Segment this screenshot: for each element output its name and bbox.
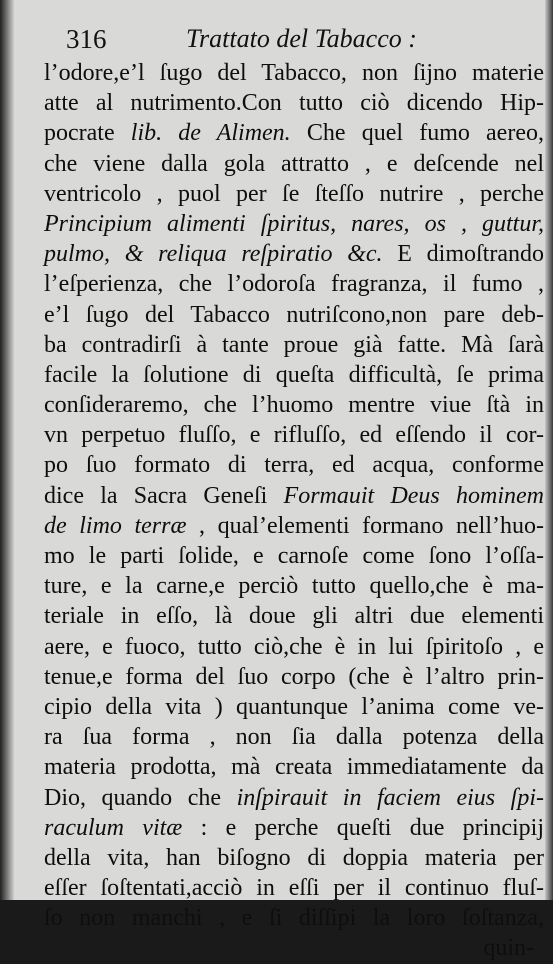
text-line bbox=[44, 390, 544, 420]
text-line bbox=[44, 269, 544, 299]
text-line bbox=[44, 752, 544, 782]
text-segment: cipio della vita ) quantunque l’anima come ve- bbox=[44, 693, 544, 720]
text-segment: E dimoſtrando bbox=[382, 241, 544, 268]
text-segment: conſideraremo, che l’huomo mentre viue ſtà in bbox=[44, 392, 544, 419]
text-segment: che viene dalla gola attratto , e deſcende nel bbox=[44, 150, 544, 177]
text-segment: ba contradirſi à tante proue già fatte. Mà ſarà bbox=[44, 331, 544, 358]
text-line bbox=[44, 692, 544, 722]
text-segment: ra ſua forma , non ſia dalla potenza della bbox=[44, 724, 544, 751]
text-segment: della vita, han biſogno di doppia materia per bbox=[44, 844, 544, 871]
italic-text-segment: de limo terræ bbox=[44, 512, 187, 539]
text-segment: l’eſperienza, che l’odoroſa fragranza, il fumo , bbox=[44, 271, 544, 298]
text-segment: e’l ſugo del Tabacco nutriſcono,non pare deb- bbox=[44, 301, 544, 328]
italic-text-segment: lib. de Alimen. bbox=[130, 120, 291, 147]
italic-text-segment: Principium alimenti ſpiritus, nares, os , guttur, bbox=[44, 210, 544, 237]
italic-text-segment: Formauit Deus hominem bbox=[283, 482, 544, 509]
text-line bbox=[44, 420, 544, 450]
text-segment: materia prodotta, mà creata immediatamente da bbox=[44, 754, 544, 781]
page-binding-shadow bbox=[0, 0, 14, 900]
text-segment: l’odore,e’l ſugo del Tabacco, non ſijno materie bbox=[44, 60, 544, 86]
text-segment: ture, e la carne,e perciò tutto quello,che è ma- bbox=[44, 573, 544, 600]
text-line bbox=[44, 239, 544, 269]
text-segment: Dio, quando che bbox=[44, 784, 237, 811]
catchword: quin- bbox=[483, 935, 534, 962]
running-header bbox=[66, 24, 446, 60]
page-number: 316 bbox=[66, 24, 107, 54]
text-segment: atte al nutrimento.Con tutto ciò dicendo Hip- bbox=[44, 90, 544, 117]
text-segment: dice la Sacra Geneſi bbox=[44, 482, 284, 509]
text-segment: facile la ſolutione di queſta difficultà, ſe prima bbox=[44, 361, 544, 388]
text-line bbox=[44, 813, 544, 843]
text-line bbox=[44, 873, 544, 903]
text-segment: Che quel fumo aereo, bbox=[290, 120, 544, 147]
running-title: Trattato del Tabacco : bbox=[186, 24, 417, 53]
text-line bbox=[44, 330, 544, 360]
text-line bbox=[44, 209, 544, 239]
text-segment: teriale in eſſo, là doue gli altri due elementi bbox=[44, 603, 544, 630]
text-line bbox=[44, 571, 544, 601]
text-line bbox=[44, 903, 544, 933]
text-line bbox=[44, 783, 544, 813]
italic-text-segment: raculum vitæ bbox=[44, 814, 183, 841]
text-line bbox=[44, 300, 544, 330]
text-segment: eſſer ſoſtentati,acciò in eſſi per il continuo fluſ- bbox=[44, 875, 544, 902]
text-line bbox=[44, 450, 544, 480]
text-segment: : e perche queſti due principij bbox=[182, 814, 544, 841]
text-line bbox=[44, 511, 544, 541]
text-line bbox=[44, 722, 544, 752]
text-line bbox=[44, 179, 544, 209]
page-edge-shadow bbox=[545, 0, 553, 900]
text-segment: , qual’elementi formano nell’huo- bbox=[186, 512, 545, 539]
italic-text-segment: pulmo, & reliqua reſpiratio &c. bbox=[44, 241, 383, 268]
text-line bbox=[44, 88, 544, 118]
text-segment: vn perpetuo fluſſo, e rifluſſo, ed eſſendo il cor- bbox=[44, 422, 544, 449]
text-line bbox=[44, 601, 544, 631]
text-line bbox=[44, 843, 544, 873]
text-segment: po ſuo formato di terra, ed acqua, conforme bbox=[44, 452, 544, 479]
italic-text-segment: inſpirauit in faciem eius ſpi- bbox=[236, 784, 544, 811]
text-line bbox=[44, 632, 544, 662]
text-line bbox=[44, 360, 544, 390]
text-line bbox=[44, 118, 544, 148]
text-segment: ventricolo , puol per ſe ſteſſo nutrire , perche bbox=[44, 180, 544, 207]
text-line bbox=[44, 662, 544, 692]
text-segment: tenue,e forma del ſuo corpo (che è l’altro prin- bbox=[44, 663, 544, 690]
text-line bbox=[44, 58, 544, 88]
text-segment: aere, e fuoco, tutto ciò,che è in lui ſpiritoſo , e bbox=[44, 633, 544, 660]
text-line bbox=[44, 149, 544, 179]
text-segment: mo le parti ſolide, e carnoſe come ſono l’oſſa- bbox=[44, 543, 544, 569]
body-text bbox=[44, 58, 544, 964]
text-segment: ſo non manchi , e ſi diſſipi la loro ſoſtanza, bbox=[44, 905, 544, 932]
text-line bbox=[44, 541, 544, 571]
text-segment: pocrate bbox=[44, 120, 131, 147]
text-line bbox=[44, 481, 544, 511]
